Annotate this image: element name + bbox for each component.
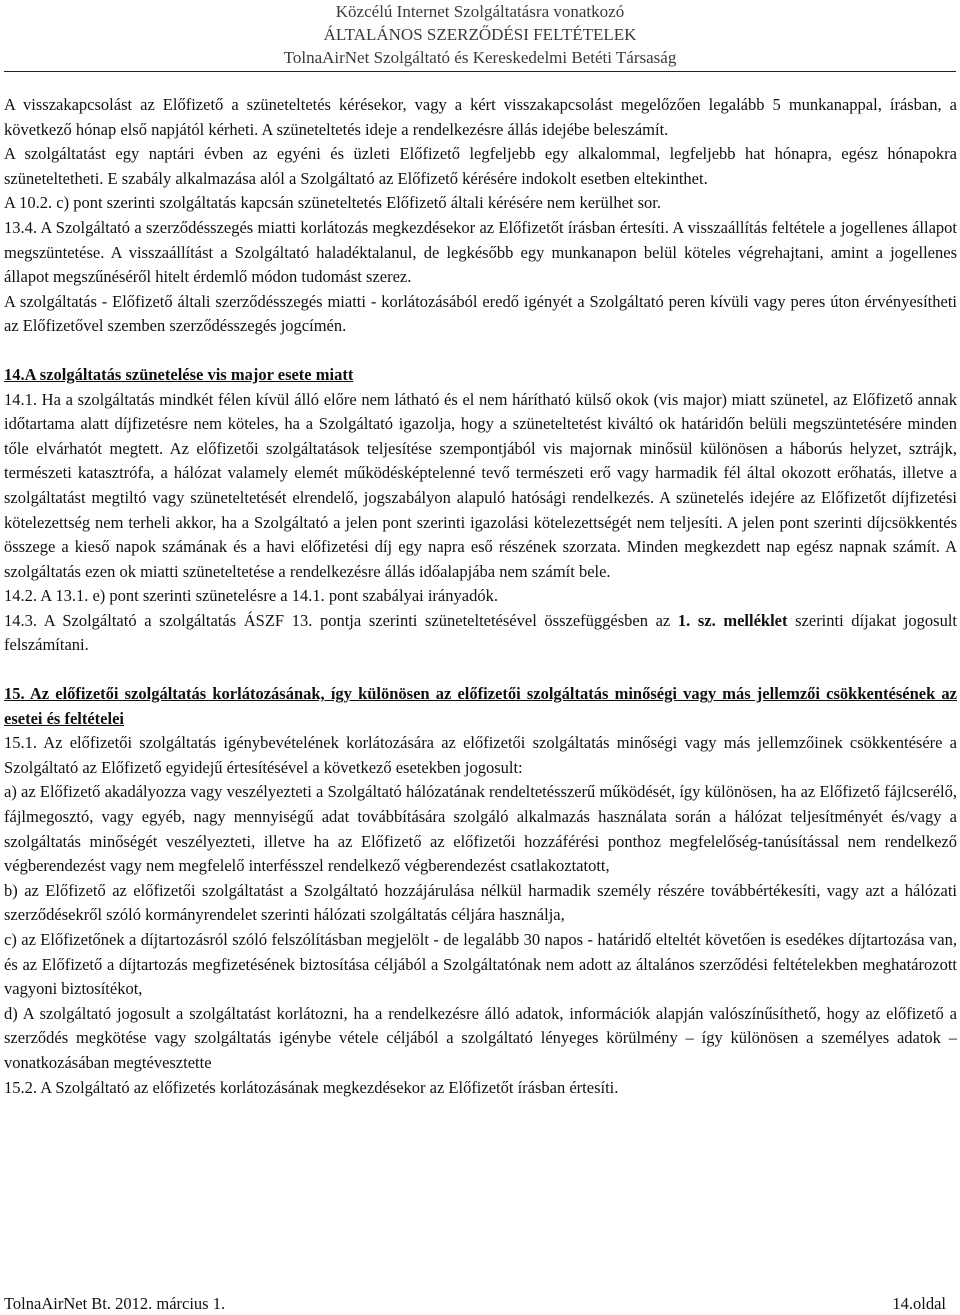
document-body: [4, 93, 957, 1100]
paragraph-14-3: [4, 609, 957, 658]
paragraph-15-2: 15.2. A Szolgáltató az előfizetés korlátozásának megkezdésekor az Előfizetőt írásban értesíti.: [4, 1077, 619, 1097]
paragraph-14-3-text-a: 14.3. A Szolgáltató a szolgáltatás ÁSZF 13. pontja szerinti szüneteltetésével összefüggésben az: [4, 610, 678, 630]
header-line-1: Közcélú Internet Szolgáltatásra vonatkozó: [335, 2, 625, 21]
section-heading-14: 14.A szolgáltatás szünetelése vis major esete miatt: [4, 364, 354, 384]
footer-company-date: TolnaAirNet Bt. 2012. március 1.: [4, 1294, 226, 1313]
paragraph-breach-claim: A szolgáltatás - Előfizető általi szerződésszegés miatti - korlátozásából eredő igényét a Szolgáltató peren kívüli vagy peres úton érvényesítheti az Előfizetővel szemben szerződésszegés jogcímén.: [4, 291, 957, 336]
paragraph-15-1: 15.1. Az előfizetői szolgáltatás igénybevételének korlátozására az előfizetői szolgáltatás minőségi vagy más jellemzőinek csökkentésére a Szolgáltató az Előfizető egyidejű értesítésével a következő esetekben jogosult:: [4, 733, 957, 777]
paragraph-14-3-text-c: szerinti díjakat jogosult felszámítani.: [4, 610, 958, 655]
list-item-15-b: b) az Előfizető az előfizetői szolgáltatást a Szolgáltató hozzájárulása nélkül harmadik személy részére továbbértékesíti, vagy azt a hálózati szerződésekről szóló kormányrendelet szerinti hálózati szolgáltatás céljára használja,: [4, 880, 957, 925]
header-line-3: TolnaAirNet Szolgáltató és Kereskedelmi Betéti Társaság: [283, 48, 677, 67]
annex-reference: 1. sz. melléklet: [677, 610, 788, 630]
page-number: 14.oldal: [892, 1294, 946, 1313]
header-line-2: ÁLTALÁNOS SZERZŐDÉSI FELTÉTELEK: [323, 25, 637, 44]
paragraph-13-4: 13.4. A Szolgáltató a szerződésszegés miatti korlátozás megkezdésekor az Előfizetőt írásban értesíti. A visszaállítás feltétele a jogellenes állapot megszüntetése. A visszaállítást a Szolgáltató haladéktalanul, de legkésőbb egy munkanapon belül köteles végrehajtani, amint a jogellenes állapot megszűnéséről hitelt érdemlő módon tudomást szerez.: [4, 217, 957, 287]
list-item-15-a: a) az Előfizető akadályozza vagy veszélyezteti a Szolgáltató hálózatának rendeltetésszerű működését, így különösen, ha az Előfizető fájlcserélő, fájlmegosztó, vagy egyéb, nagy mennyiségű adat továbbítására szolgáló alkalmazás használata során a hálózat teljesítményét és/vagy a szolgáltatás minőségét veszélyezteti, illetve ha az Előfizető az előfizetői hozzáférési ponthoz megfelelőség-tanúsítással nem rendelkező végberendezést vagy nem megfelelő interfésszel rendelkező végberendezést csatlakoztatott,: [4, 782, 957, 876]
paragraph-14-2: 14.2. A 13.1. e) pont szerinti szünetelésre a 14.1. pont szabályai irányadók.: [4, 586, 498, 606]
paragraph-10-2-c: A 10.2. c) pont szerinti szolgáltatás kapcsán szüneteltetés Előfizető általi kérésére nem kerülhet sor.: [4, 193, 662, 213]
paragraph-suspension-limit: A szolgáltatást egy naptári évben az egyéni és üzleti Előfizető legfeljebb egy alkalommal, legfeljebb hat hónapra, egész hónapokra szüneteltetheti. E szabály alkalmazása alól a Szolgáltató az Előfizető kérésére indokolt esetben eltekinthet.: [4, 144, 957, 188]
header-divider: [4, 71, 956, 72]
page-header: [0, 0, 960, 69]
list-item-15-c: c) az Előfizetőnek a díjtartozásról szóló felszólításban megjelölt - de legalább 30 napos - határidő elteltét követően is esedékes díjtartozása van, és az Előfizető a díjtartozás megfizetésének biztosítása céljából a Szolgáltatónak nem adott az általános szerződési feltételekben meghatározott vagyoni biztosítékot,: [4, 930, 957, 999]
paragraph-reconnection: A visszakapcsolást az Előfizető a szüneteltetés kérésekor, vagy a kért visszakapcsolást megelőzően legalább 5 munkanappal, írásban, a következő hónap első napjától kérheti. A szüneteltetés ideje a rendelkezésre állás idejébe beleszámít.: [4, 95, 957, 139]
paragraph-14-1: 14.1. Ha a szolgáltatás mindkét félen kívül álló előre nem látható és el nem hárítható külső okok (vis major) miatt szünetel, az Előfizető annak időtartama alatt díjfizetésre nem köteles, ha a Szolgáltató igazolja, hogy a szüneteltetést kiváltó ok határidőn belüli megszüntetésére minden tőle elvárhatót megtett. Az előfizetői szolgáltatások teljesítése szempontjából vis majornak minősül különösen a háborús helyzet, sztrájk, természeti katasztrófa, a hálózat valamely elemét működésképtelenné tevő természeti erő vagy harmadik fél által okozott erőhatás, illetve a szolgáltatást megtiltó vagy szüneteltetését elrendelő, jogszabályon alapuló hatósági rendelkezés. A szünetelés idejére az Előfizetőt díjfizetési kötelezettség nem terheli akkor, ha a Szolgáltató a jelen pont szerinti igazolási kötelezettségét nem teljesíti. A jelen pont szerinti díjcsökkentés összege a kieső napok számának és a havi előfizetési díj egy napra eső részének szorzata. Minden megkezdett nap egész napnak számít. A szolgáltatás ezen ok miatti szüneteltetése a rendelkezésre állás időalapjába nem számít bele.: [4, 389, 957, 581]
section-heading-15: 15. Az előfizetői szolgáltatás korlátozásának, így különösen az előfizetői szolgáltatás minőségi vagy más jellemzői csökkentésének az esetei és feltételei: [4, 684, 957, 728]
list-item-15-d: d) A szolgáltató jogosult a szolgáltatást korlátozni, ha a rendelkezésre álló adatok, információk alapján valószínűsíthető, hogy az előfizető a szerződés megkötése vagy szolgáltatás igénybe vétele céljából a szolgáltató lényeges körülmény – így különösen a személyes adatok – vonatkozásában megtévesztette: [4, 1003, 957, 1072]
